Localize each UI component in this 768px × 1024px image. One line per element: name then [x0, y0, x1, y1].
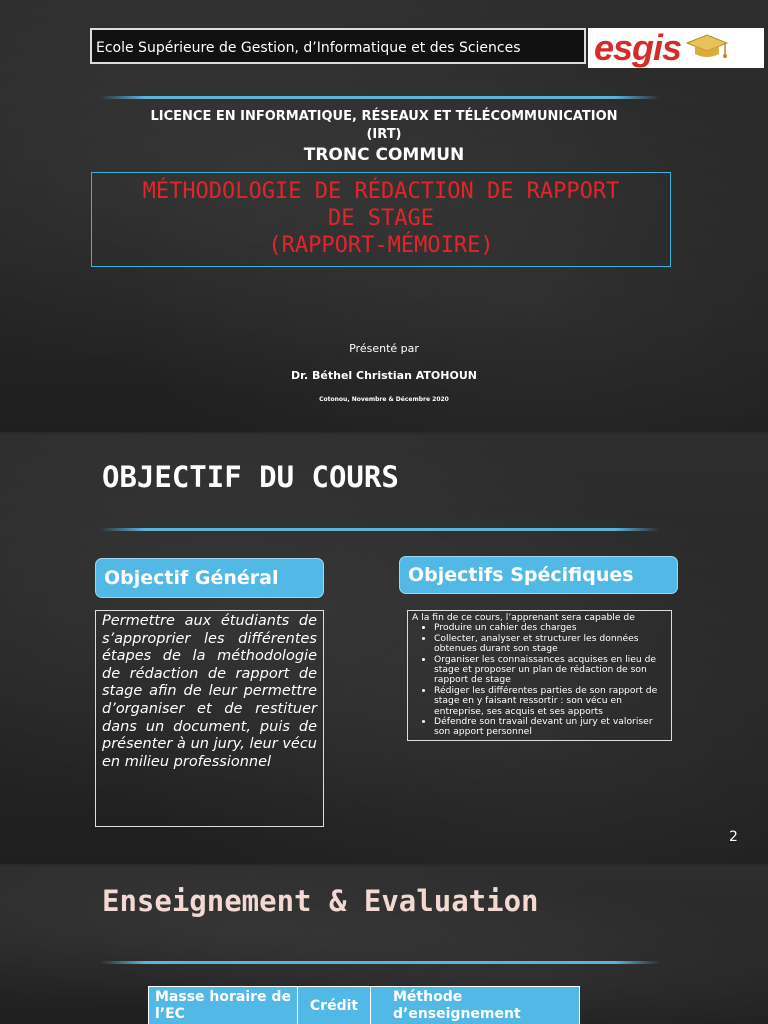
list-item: • Rédiger les différentes parties de son rapport de stage en y faisant ressortir : son vécu en entreprise, ses acquis et ses apports [434, 686, 667, 717]
licence-line: LICENCE EN INFORMATIQUE, RÉSEAUX ET TÉLÉCOMMUNICATION [150, 109, 618, 124]
table-header-cell: Méthode d’enseignement [371, 987, 580, 1024]
general-objective-text: Permettre aux étudiants de s’approprier les différentes étapes de la méthodologie de rédaction de rapport de stage afin de leur permettre d’organiser et de restituer dans un document, puis de présenter à un jury, leur vécu en milieu professionnel [95, 610, 324, 827]
presentation-date: Cotonou, Novembre & Décembre 2020 [319, 396, 449, 403]
licence-title [0, 108, 768, 144]
objectives-slide [0, 434, 768, 864]
course-title-box [91, 172, 671, 267]
specific-objectives-box [407, 610, 672, 741]
divider-rule [100, 528, 660, 531]
tronc-commun: TRONC COMMUN [303, 145, 465, 165]
divider-rule [100, 961, 660, 964]
table-header-cell: Crédit [298, 987, 371, 1024]
title-line-2: DE STAGE [328, 206, 434, 231]
teaching-table [148, 986, 580, 1024]
divider-rule [100, 96, 660, 99]
graduation-cap-icon [683, 31, 729, 65]
specific-intro: A la fin de ce cours, l’apprenant sera capable de [412, 612, 635, 623]
title-slide [0, 0, 768, 432]
presented-by: Présenté par [349, 342, 419, 355]
list-item: • Produire un cahier des charges [434, 623, 667, 633]
licence-abbr: (IRT) [366, 127, 402, 142]
general-objective-label: Objectif Général [95, 558, 324, 598]
page-number: 2 [729, 829, 738, 845]
table-row [149, 987, 580, 1024]
list-item: • Défendre son travail devant un jury et valoriser son apport personnel [434, 717, 667, 738]
teaching-evaluation-slide [0, 866, 768, 1024]
school-name: Ecole Supérieure de Gestion, d’Informatique et des Sciences [90, 28, 586, 64]
slide-heading: Enseignement & Evaluation [102, 884, 539, 918]
logo-text: esgis [594, 27, 682, 68]
slide-heading: OBJECTIF DU COURS [102, 460, 399, 494]
table-header-cell: Masse horaire de l’EC [149, 987, 298, 1024]
list-item: • Collecter, analyser et structurer les données obtenues durant son stage [434, 634, 667, 655]
esgis-logo [588, 28, 764, 68]
specific-objectives-list [412, 623, 667, 737]
specific-objectives-label: Objectifs Spécifiques [399, 556, 678, 594]
author-name: Dr. Béthel Christian ATOHOUN [291, 369, 477, 382]
list-item: • Organiser les connaissances acquises en lieu de stage et proposer un plan de rédaction de son rapport de stage [434, 655, 667, 686]
title-line-3: (RAPPORT-MÉMOIRE) [268, 233, 494, 258]
title-line-1: MÉTHODOLOGIE DE RÉDACTION DE RAPPORT [142, 179, 620, 204]
